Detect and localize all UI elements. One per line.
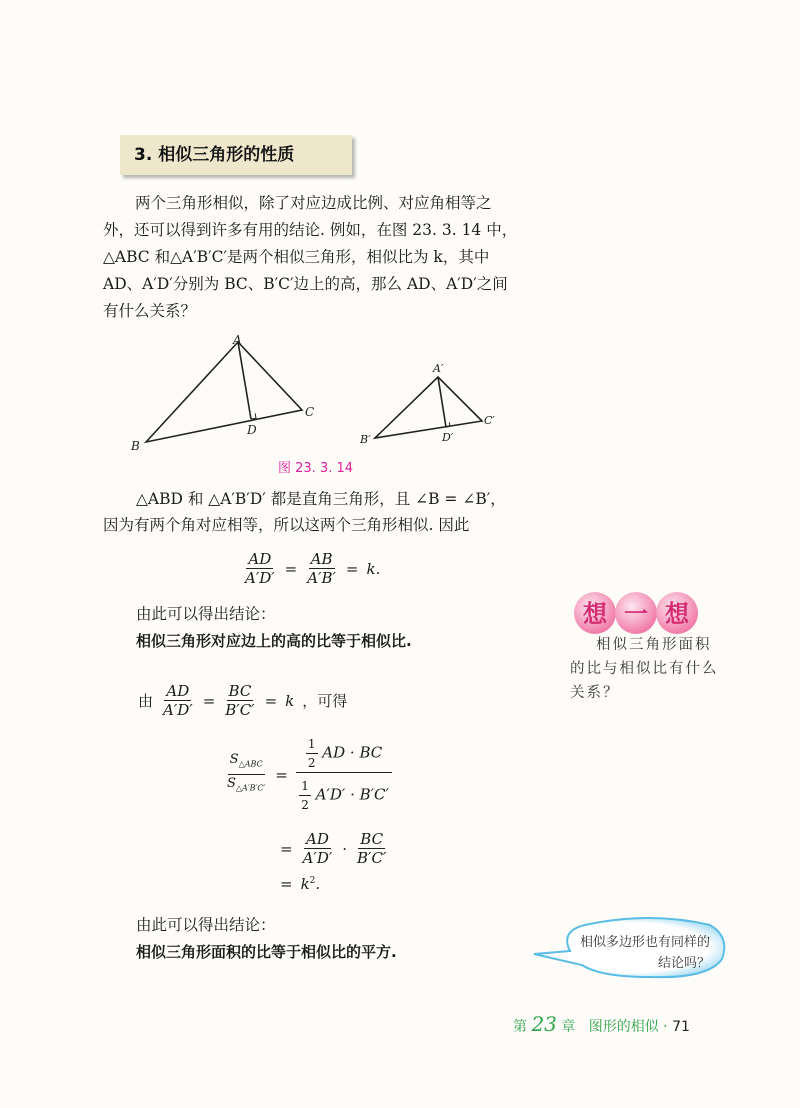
label-a-prime: A′ (433, 362, 444, 375)
think-title (572, 590, 702, 636)
step-two: = $\frac{AD}{A'D'}$ · $\frac{BC}{B'C'}$ (280, 830, 387, 867)
proof-line-1: △ABD 和 △A′B′D′ 都是直角三角形，且 ∠B = ∠B′， (136, 490, 506, 508)
page-footer: 第 23 章 图形的相似 · 71 (513, 1012, 690, 1036)
intro-line-1: 两个三角形相似，除了对应边成比例、对应角相等之 (135, 194, 492, 212)
half-product-fraction: $\frac{1}{2}$ AD · BC $\frac{1}{2}$ A′D′ · B′C′ (296, 735, 392, 814)
label-b: B (131, 439, 140, 453)
section-heading: 3. 相似三角形的性质 (120, 135, 352, 175)
step-three: = $k^2$. (280, 875, 321, 893)
conclusion-intro-2: 由此可以得出结论： (136, 916, 276, 934)
intro-paragraph (103, 190, 523, 325)
label-d: D (247, 423, 257, 437)
intro-line-3: △ABC 和△A′B′C′是两个相似三角形，相似比为 k，其中 (103, 248, 490, 266)
label-b-prime: B′ (360, 433, 371, 446)
proof-line-2: 因为有两个角对应相等，所以这两个三角形相似. 因此 (103, 516, 470, 534)
conclusion-intro-1: 由此可以得出结论： (136, 605, 276, 623)
page-number: 71 (672, 1019, 690, 1035)
think-text: 相似三角形面积的比与相似比有什么关系？ (570, 637, 719, 701)
area-fraction: $\frac{S_{\triangle ABC}}{S_{\triangle A'B'C'}}$ (227, 752, 266, 793)
bubble-text: 相似多边形也有同样的结论吗？ (580, 935, 711, 971)
label-a: A (233, 333, 242, 347)
think-char-2: 一 (624, 600, 648, 628)
think-char-1: 想 (583, 600, 607, 628)
fraction-ad: $\frac{AD}{A'D'}$ (245, 550, 275, 587)
intro-line-4: AD、A′D′分别为 BC、B′C′边上的高，那么 AD、A′D′之间 (103, 275, 508, 293)
triangle-a-prime (375, 377, 482, 438)
intro-line-2: 外，还可以得到许多有用的结论. 例如，在图 23. 3. 14 中， (103, 221, 518, 239)
conclusion-1: 相似三角形对应边上的高的比等于相似比. (136, 632, 412, 650)
label-c: C (305, 405, 315, 419)
think-char-3: 想 (665, 600, 689, 628)
triangle-abc (146, 342, 302, 442)
derivation-line: 由 $\frac{AD}{A'D'}$ = $\frac{BC}{B'C'}$ = k ，可得 (138, 682, 348, 719)
intro-line-5: 有什么关系？ (103, 302, 197, 320)
triangles-figure (120, 330, 520, 455)
fraction-ab: $\frac{AB}{A'B'}$ (307, 550, 336, 587)
label-c-prime: C′ (484, 414, 495, 427)
equation-ratio: $\frac{AD}{A'D'}$ = $\frac{AB}{A'B'}$ = k. (245, 550, 381, 587)
area-ratio-equation: $\frac{S_{\triangle ABC}}{S_{\triangle A'B'C'}}$ = $\frac{1}{2}$ AD · BC $\frac{1}{2}$ A′D′ · B′C′ (225, 735, 392, 814)
chapter-title: 图形的相似 (588, 1019, 659, 1035)
figure-caption: 图 23. 3. 14 (278, 461, 354, 476)
label-d-prime: D′ (442, 431, 454, 444)
conclusion-2: 相似三角形面积的比等于相似比的平方. (136, 943, 397, 961)
chapter-number: 23 (531, 1012, 557, 1036)
